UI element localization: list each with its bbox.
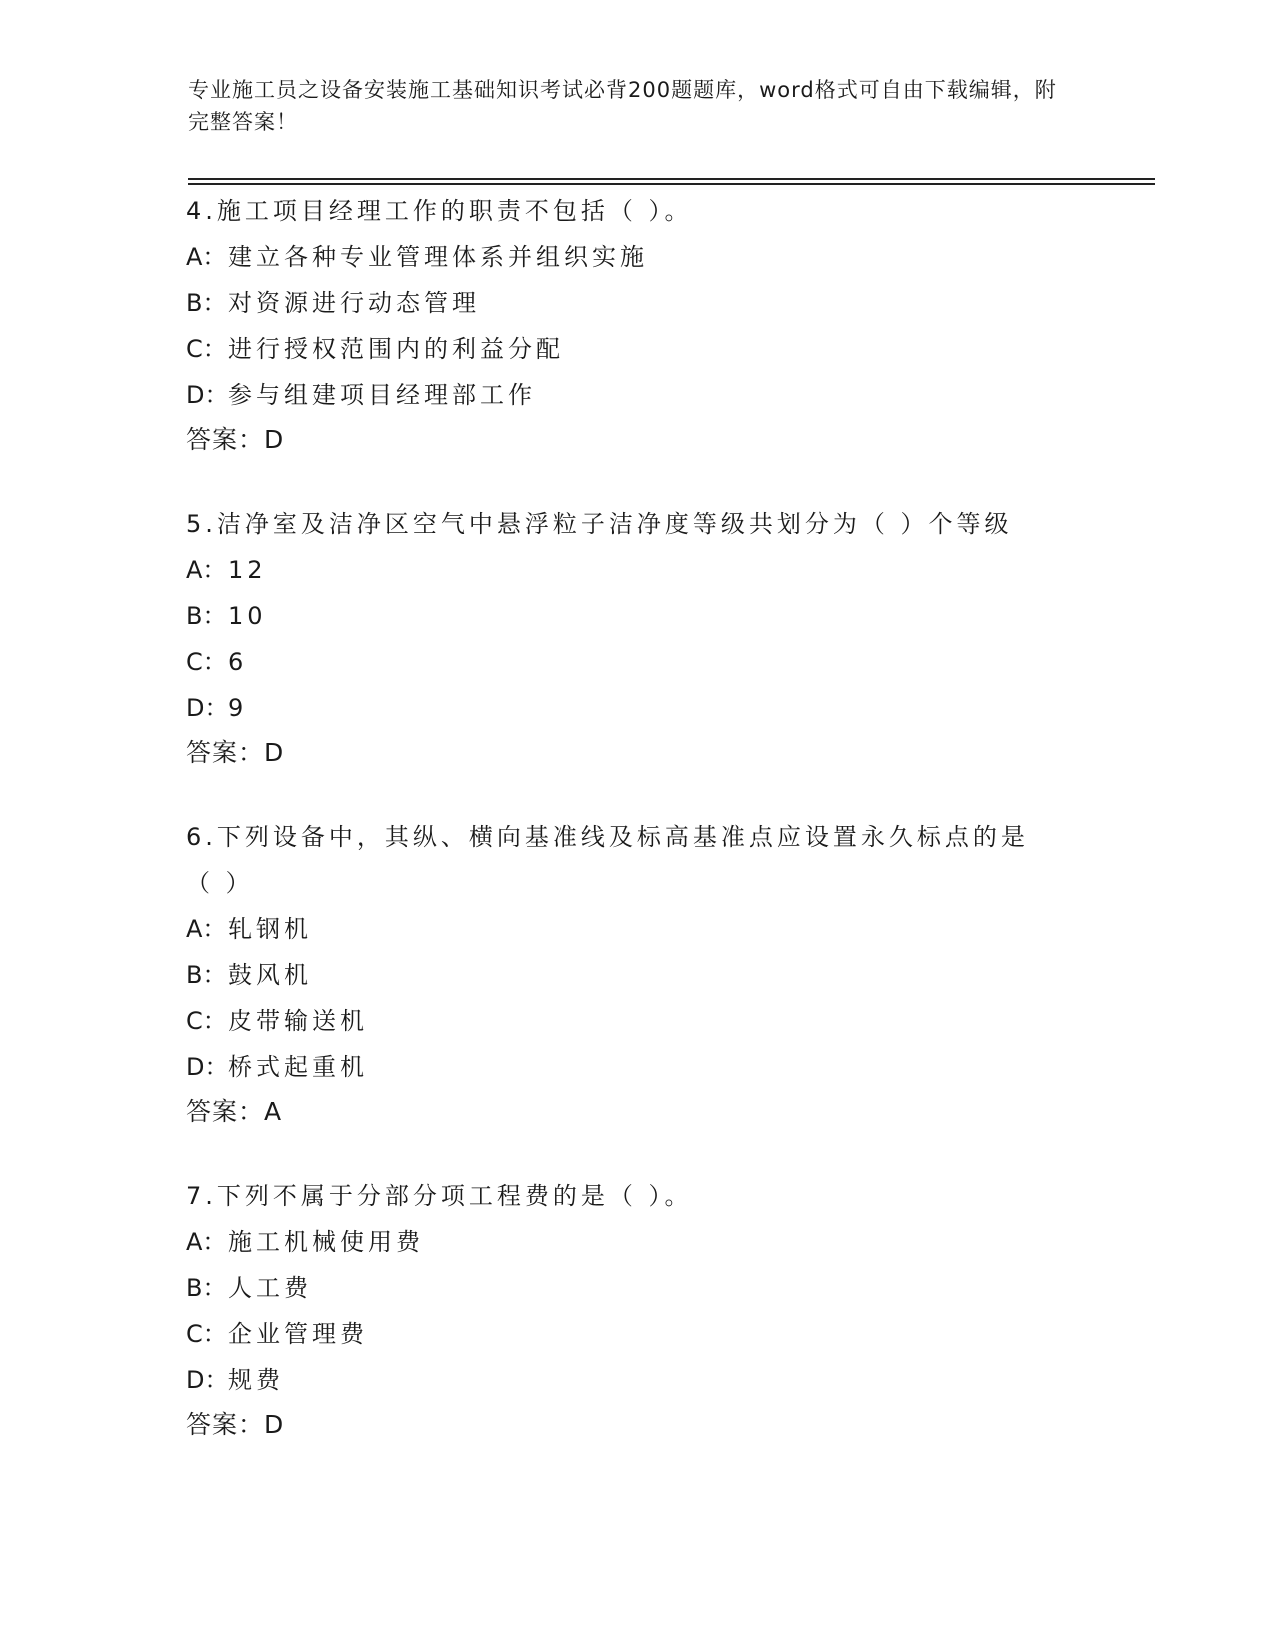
option-a xyxy=(186,547,1086,593)
option-letter: B： xyxy=(186,1274,227,1302)
option-text: 6 xyxy=(228,648,248,676)
question-title: 4.施工项目经理工作的职责不包括（ ）。 xyxy=(186,197,693,225)
option-a xyxy=(186,906,1086,952)
option-letter: C： xyxy=(186,1007,227,1035)
option-c xyxy=(186,998,1086,1044)
option-text: 施工机械使用费 xyxy=(228,1228,424,1256)
option-text: 企业管理费 xyxy=(228,1320,368,1348)
option-letter: B： xyxy=(186,289,227,317)
option-b xyxy=(186,952,1086,998)
option-letter: A： xyxy=(186,1228,227,1256)
option-letter: A： xyxy=(186,243,227,271)
option-a xyxy=(186,1219,1086,1265)
option-letter: D： xyxy=(186,1366,229,1394)
option-text: 进行授权范围内的利益分配 xyxy=(228,335,564,363)
option-text: 鼓风机 xyxy=(228,961,312,989)
option-text: 人工费 xyxy=(228,1274,312,1302)
option-letter: D： xyxy=(186,1053,229,1081)
option-text: 对资源进行动态管理 xyxy=(228,289,480,317)
answer-line: 答案：D xyxy=(186,738,285,767)
answer-line: 答案：D xyxy=(186,425,285,454)
option-c xyxy=(186,639,1086,685)
option-text: 桥式起重机 xyxy=(228,1053,368,1081)
option-letter: C： xyxy=(186,335,227,363)
option-d xyxy=(186,685,1086,731)
question-title: 7.下列不属于分部分项工程费的是（ ）。 xyxy=(186,1182,693,1210)
option-letter: A： xyxy=(186,915,227,943)
option-letter: A： xyxy=(186,556,227,584)
option-d xyxy=(186,1357,1086,1403)
option-text: 皮带输送机 xyxy=(228,1007,368,1035)
option-letter: D： xyxy=(186,694,229,722)
option-d xyxy=(186,372,1086,418)
option-text: 规费 xyxy=(228,1366,284,1394)
option-b xyxy=(186,1265,1086,1311)
option-text: 12 xyxy=(228,556,267,584)
option-b xyxy=(186,593,1086,639)
option-letter: B： xyxy=(186,602,227,630)
question-7 xyxy=(186,1173,1086,1447)
answer-line: 答案：D xyxy=(186,1410,285,1439)
option-c xyxy=(186,1311,1086,1357)
option-letter: D： xyxy=(186,381,229,409)
option-c xyxy=(186,326,1086,372)
document-header: 专业施工员之设备安装施工基础知识考试必背200题题库，word格式可自由下载编辑，附完整答案！ xyxy=(188,78,1057,134)
option-text: 9 xyxy=(228,694,248,722)
option-text: 10 xyxy=(228,602,267,630)
option-text: 建立各种专业管理体系并组织实施 xyxy=(228,243,648,271)
header-divider-bottom xyxy=(188,183,1155,185)
question-title: 6.下列设备中，其纵、横向基准线及标高基准点应设置永久标点的是（ ） xyxy=(186,823,1029,897)
question-title: 5.洁净室及洁净区空气中悬浮粒子洁净度等级共划分为（ ）个等级 xyxy=(186,510,1013,538)
option-text: 参与组建项目经理部工作 xyxy=(228,381,536,409)
question-5 xyxy=(186,501,1086,775)
question-list xyxy=(186,188,1086,1486)
header-divider-top xyxy=(188,178,1155,180)
option-text: 轧钢机 xyxy=(228,915,312,943)
option-letter: C： xyxy=(186,1320,227,1348)
option-d xyxy=(186,1044,1086,1090)
answer-line: 答案：A xyxy=(186,1097,283,1126)
option-a xyxy=(186,234,1086,280)
question-4 xyxy=(186,188,1086,462)
option-letter: C： xyxy=(186,648,227,676)
option-letter: B： xyxy=(186,961,227,989)
option-b xyxy=(186,280,1086,326)
question-6 xyxy=(186,814,1086,1134)
